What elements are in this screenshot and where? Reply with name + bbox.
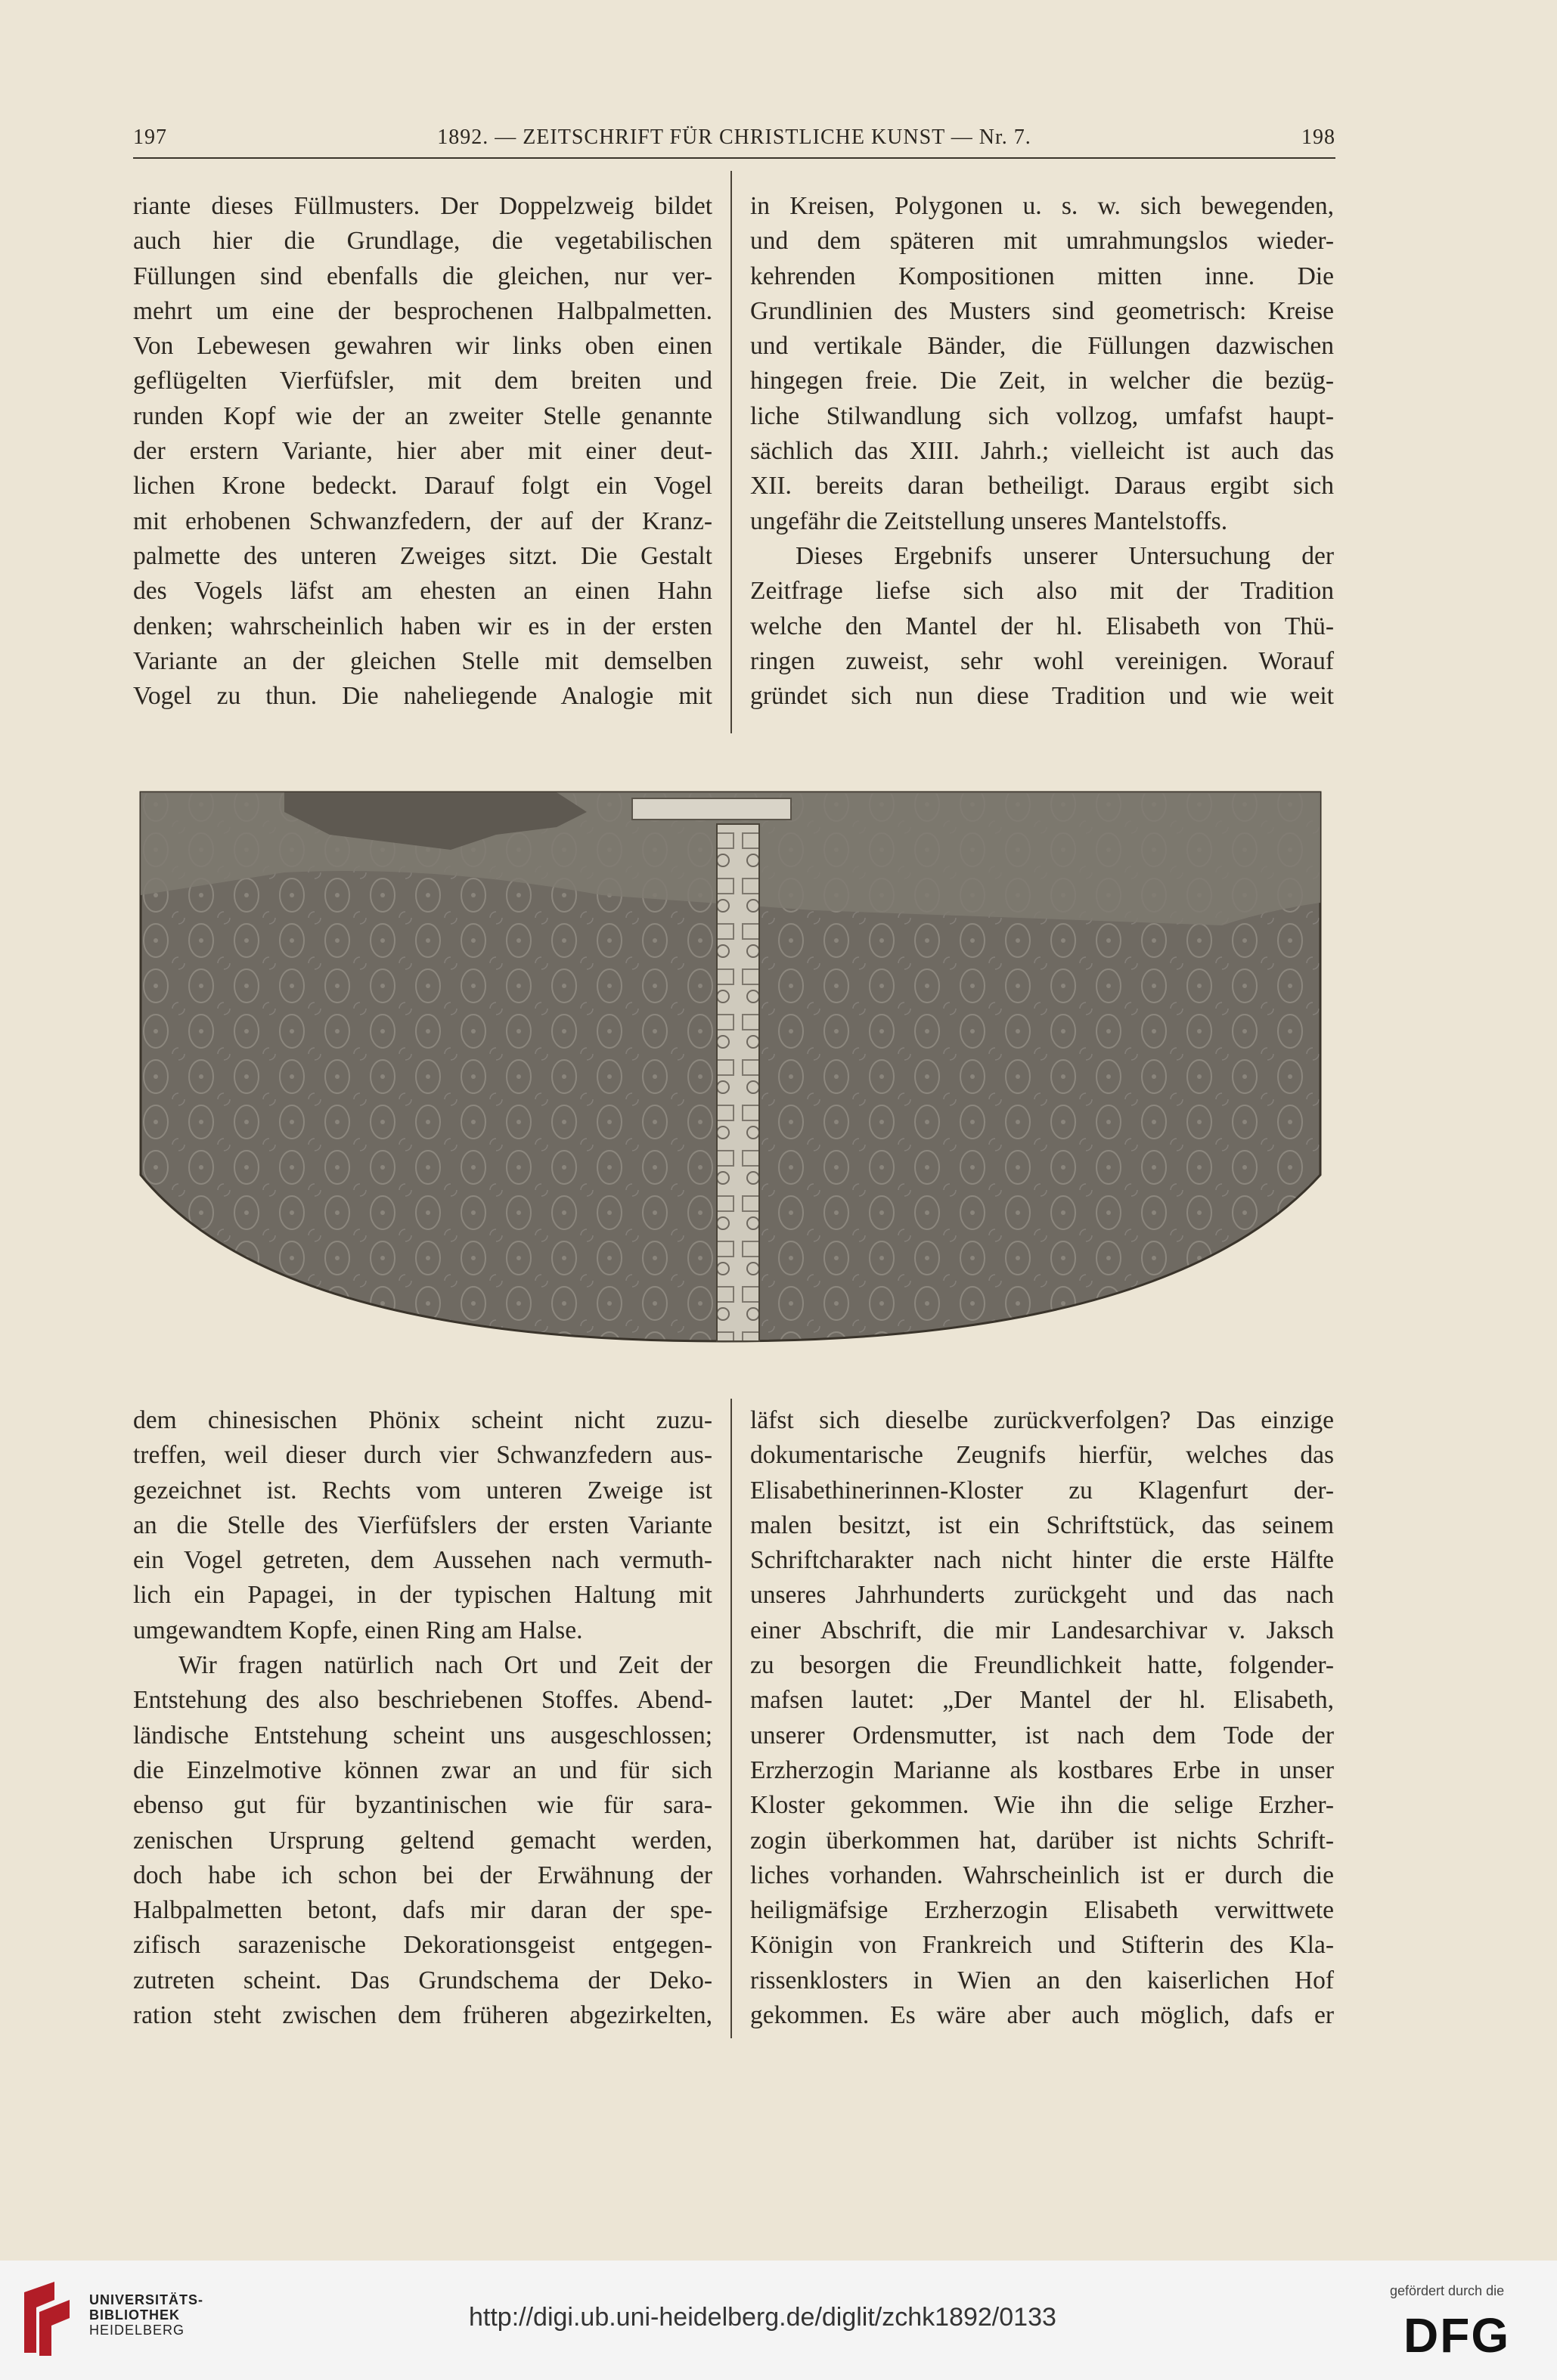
library-name — [89, 2292, 203, 2338]
text-line: des Vogels läfst am ehesten an einen Hahn — [133, 577, 712, 606]
text-line: lich ein Papagei, in der typischen Haltung mit — [133, 1581, 712, 1610]
text-line: Kloster gekommen. Wie ihn die selige Erzher- — [750, 1791, 1334, 1820]
source-url-link[interactable]: http://digi.ub.uni-heidelberg.de/diglit/zchk1892/0133 — [469, 2303, 1056, 2332]
column-top-right — [750, 189, 1334, 714]
mantle-orphrey-band — [717, 824, 759, 1341]
journal-title: 1892. — ZEITSCHRIFT FÜR CHRISTLICHE KUNST — Nr. 7. — [437, 126, 1031, 149]
text-line: unseres Jahrhunderts zurückgeht und das nach — [750, 1581, 1334, 1610]
text-line: lichen Krone bedeckt. Darauf folgt ein Vogel — [133, 472, 712, 500]
text-line: hingegen freie. Die Zeit, in welcher die bezüg- — [750, 367, 1334, 395]
text-line: zu besorgen die Freundlichkeit hatte, folgender- — [750, 1651, 1334, 1680]
text-line: mafsen lautet: „Der Mantel der hl. Elisabeth, — [750, 1686, 1334, 1715]
text-line: Erzherzogin Marianne als kostbares Erbe in unser — [750, 1756, 1334, 1784]
text-line: gezeichnet ist. Rechts vom unteren Zweige ist — [133, 1476, 712, 1505]
text-line: Wir fragen natürlich nach Ort und Zeit der — [178, 1651, 712, 1680]
text-line: zifisch sarazenische Dekorationsgeist entgegen- — [133, 1931, 712, 1960]
text-line: heiligmäfsige Erzherzogin Elisabeth verwittwete — [750, 1896, 1334, 1925]
text-line: an die Stelle des Vierfüfslers der ersten Variante — [133, 1511, 712, 1539]
text-line: Schriftcharakter nach nicht hinter die erste Hälfte — [750, 1546, 1334, 1575]
column-top-left — [133, 189, 712, 714]
text-line: Königin von Frankreich und Stifterin des Kla- — [750, 1931, 1334, 1960]
text-line: gekommen. Es wäre aber auch möglich, dafs er — [750, 2001, 1334, 2030]
text-line: ringen zuweist, sehr wohl vereinigen. Worauf — [750, 646, 1334, 675]
text-line: kehrenden Kompositionen mitten inne. Die — [750, 262, 1334, 290]
text-line: ration steht zwischen dem früheren abgezirkelten, — [133, 2001, 712, 2030]
text-line: ein Vogel getreten, dem Aussehen nach vermuth- — [133, 1546, 712, 1575]
header-rule — [133, 157, 1335, 159]
text-line: umgewandtem Kopfe, einen Ring am Halse. — [133, 1616, 583, 1644]
text-line: läfst sich dieselbe zurückverfolgen? Das einzige — [750, 1406, 1334, 1434]
text-line: gründet sich nun diese Tradition und wie weit — [750, 682, 1334, 711]
text-line: und dem späteren mit umrahmungslos wieder- — [750, 227, 1334, 256]
text-line: einer Abschrift, die mir Landesarchivar v. Jaksch — [750, 1616, 1334, 1644]
university-library-logo — [17, 2277, 77, 2360]
text-line: ebenso gut für byzantinischen wie für sara- — [133, 1791, 712, 1820]
text-line: in Kreisen, Polygonen u. s. w. sich bewegenden, — [750, 192, 1334, 220]
text-line: zogin überkommen hat, darüber ist nichts Schrift- — [750, 1826, 1334, 1855]
text-line: Füllungen sind ebenfalls die gleichen, nur ver- — [133, 262, 712, 290]
text-line: zenischen Ursprung geltend gemacht werden, — [133, 1826, 712, 1855]
page-number-right: 198 — [1301, 126, 1335, 149]
text-line: treffen, weil dieser durch vier Schwanzfedern aus- — [133, 1441, 712, 1470]
text-line: ländische Entstehung scheint uns ausgeschlossen; — [133, 1721, 712, 1749]
dfg-logo: DFG — [1403, 2308, 1511, 2363]
library-name-line1: UNIVERSITÄTS- — [89, 2292, 204, 2307]
text-line: Elisabethinerinnen-Kloster zu Klagenfurt der- — [750, 1476, 1334, 1505]
text-line: ungefähr die Zeitstellung unseres Mantelstoffs. — [750, 507, 1228, 535]
text-line: doch habe ich schon bei der Erwähnung der — [133, 1861, 712, 1889]
text-line: Variante an der gleichen Stelle mit demselben — [133, 646, 712, 675]
running-head — [133, 119, 1335, 157]
column-bottom-left — [133, 1403, 712, 2033]
text-line: Von Lebewesen gewahren wir links oben einen — [133, 332, 712, 361]
funding-note: gefördert durch die — [1390, 2283, 1505, 2298]
column-divider-bottom — [730, 1399, 732, 2038]
text-line: Halbpalmetten betont, dafs mir daran der spe- — [133, 1896, 712, 1925]
text-line: geflügelten Vierfüfsler, mit dem breiten und — [133, 367, 712, 395]
text-line: mit erhobenen Schwanzfedern, der auf der Kranz- — [133, 507, 712, 535]
text-line: Entstehung des also beschriebenen Stoffes. Abend- — [133, 1686, 712, 1715]
text-line: mehrt um eine der besprochenen Halbpalmetten. — [133, 296, 712, 325]
text-line: zutreten scheint. Das Grundschema der Deko- — [133, 1966, 712, 1994]
text-line: runden Kopf wie der an zweiter Stelle genannte — [133, 401, 712, 430]
text-line: der erstern Variante, hier aber mit einer deut- — [133, 437, 712, 466]
mantle-collar — [632, 798, 791, 820]
library-name-line2: BIBLIOTHEK — [89, 2307, 180, 2323]
text-line: Zeitfrage liefse sich also mit der Tradition — [750, 577, 1334, 606]
text-line: XII. bereits daran betheiligt. Daraus ergibt sich — [750, 472, 1334, 500]
text-line: Vogel zu thun. Die naheliegende Analogie mit — [133, 682, 712, 711]
text-line: Dieses Ergebnifs unserer Untersuchung der — [796, 541, 1334, 570]
text-line: denken; wahrscheinlich haben wir es in der ersten — [133, 612, 712, 640]
text-line: und vertikale Bänder, die Füllungen dazwischen — [750, 332, 1334, 361]
page-number-left: 197 — [133, 126, 167, 149]
text-line: dokumentarische Zeugnifs hierfür, welches das — [750, 1441, 1334, 1470]
text-line: Grundlinien des Musters sind geometrisch: Kreise — [750, 296, 1334, 325]
mantle-plate-illustration — [133, 782, 1328, 1356]
column-divider-top — [730, 171, 732, 733]
text-line: welche den Mantel der hl. Elisabeth von Thü- — [750, 612, 1334, 640]
column-bottom-right — [750, 1403, 1334, 2033]
text-line: dem chinesischen Phönix scheint nicht zuzu- — [133, 1406, 712, 1434]
text-line: liche Stilwandlung sich vollzog, umfafst haupt- — [750, 401, 1334, 430]
library-name-line3: HEIDELBERG — [89, 2323, 185, 2338]
text-line: auch hier die Grundlage, die vegetabilischen — [133, 227, 712, 256]
text-line: palmette des unteren Zweiges sitzt. Die Gestalt — [133, 541, 712, 570]
text-line: riante dieses Füllmusters. Der Doppelzweig bildet — [133, 192, 712, 220]
footer-bar — [0, 2261, 1557, 2380]
text-line: malen besitzt, ist ein Schriftstück, das seinem — [750, 1511, 1334, 1539]
text-line: rissenklosters in Wien an den kaiserlichen Hof — [750, 1966, 1334, 1994]
text-line: sächlich das XIII. Jahrh.; vielleicht ist auch das — [750, 437, 1334, 466]
text-line: unserer Ordensmutter, ist nach dem Tode der — [750, 1721, 1334, 1749]
text-line: die Einzelmotive können zwar an und für sich — [133, 1756, 712, 1784]
text-line: liches vorhanden. Wahrscheinlich ist er durch die — [750, 1861, 1334, 1889]
